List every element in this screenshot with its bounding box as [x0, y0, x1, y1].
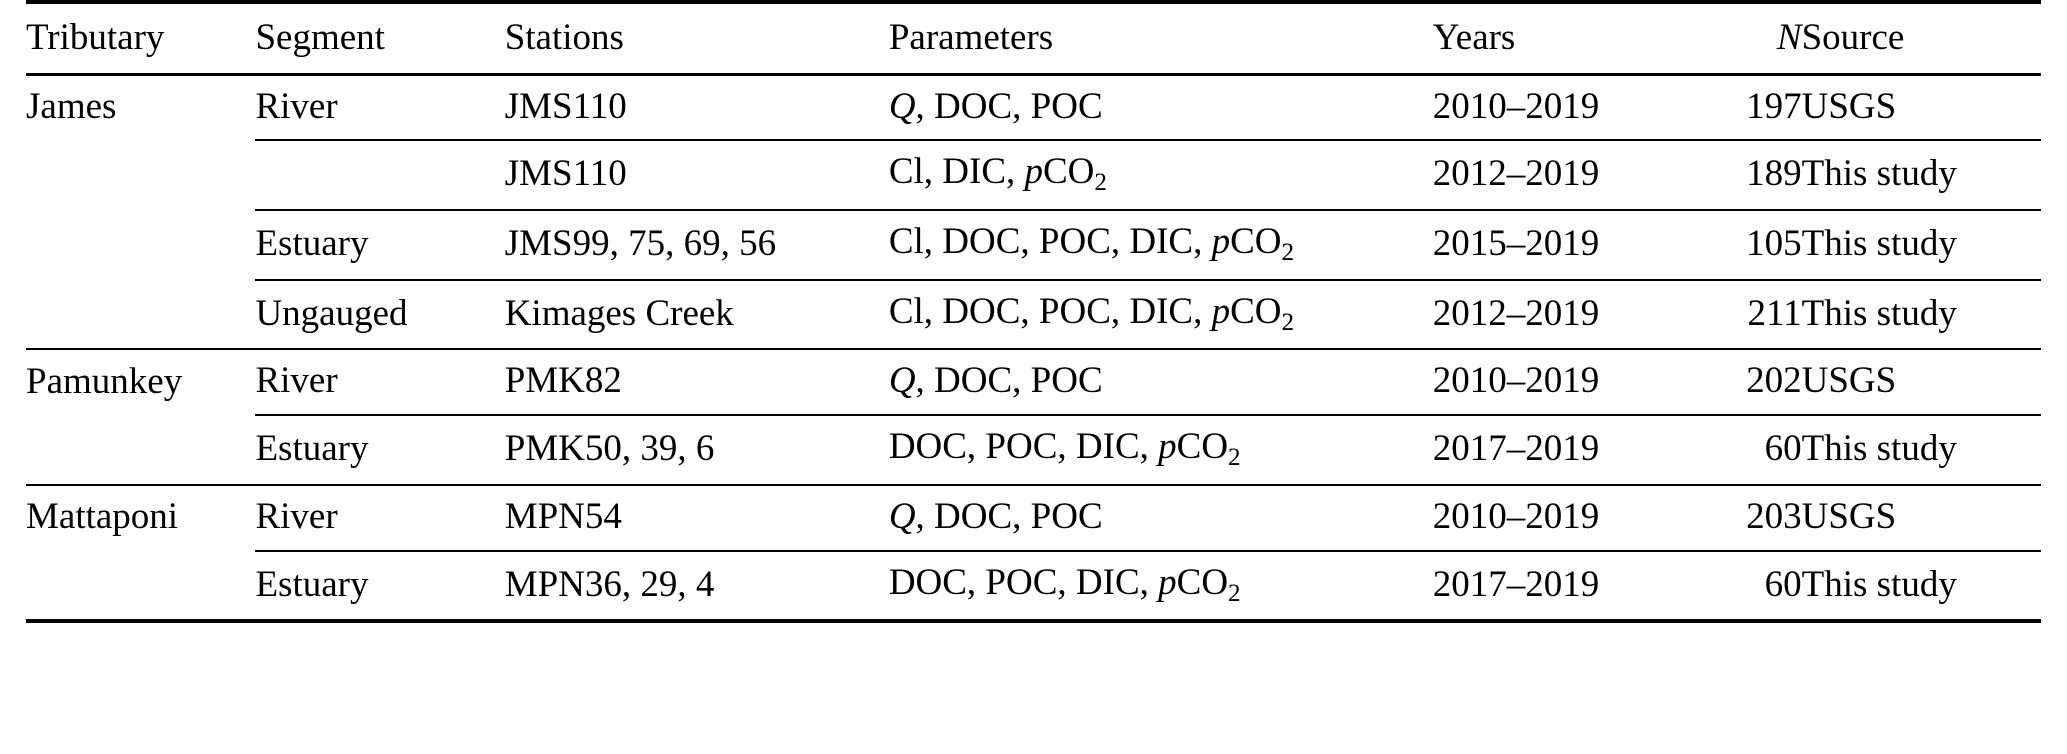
parameter-p-symbol: p	[1158, 426, 1177, 468]
column-header-tributary: Tributary	[26, 2, 255, 74]
cell-n: 60	[1682, 551, 1802, 622]
cell-parameters: DOC, POC, DIC, pCO$_2$	[889, 551, 1433, 622]
cell-years: 2012–2019	[1433, 140, 1682, 210]
cell-n: 60	[1682, 415, 1802, 485]
cell-years: 2010–2019	[1433, 349, 1682, 415]
cell-source: USGS	[1801, 85, 1897, 127]
cell-source: This study	[1802, 280, 2041, 350]
parameter-p-symbol: p	[1211, 221, 1231, 263]
cell-segment: Ungauged	[255, 280, 504, 350]
table-row	[26, 415, 2041, 485]
cell-tributary: Pamunkey	[26, 349, 255, 415]
cell-n: 105	[1682, 210, 1802, 280]
column-header-n: N	[1682, 2, 1802, 74]
cell-stations: JMS110	[504, 85, 627, 127]
cell-n: 202	[1682, 349, 1802, 415]
cell-source: This study	[1802, 140, 2041, 210]
cell-parameters	[889, 74, 1433, 140]
cell-parameters: DOC, POC, DIC, pCO$_2$	[889, 415, 1433, 485]
cell-parameters: Cl, DIC, pCO$_2$	[889, 140, 1433, 210]
column-header-parameters: Parameters	[889, 2, 1433, 74]
parameter-p-symbol: p	[1211, 290, 1231, 332]
cell-n: 189	[1682, 140, 1802, 210]
cell-stations: MPN54	[505, 485, 889, 551]
cell-segment: Estuary	[255, 551, 504, 622]
cell-segment: River	[255, 85, 338, 127]
cell-parameters	[889, 485, 1433, 551]
cell-tributary	[26, 551, 255, 622]
cell-source: This study	[1802, 210, 2041, 280]
cell-tributary	[26, 140, 255, 210]
cell-segment: Estuary	[255, 415, 504, 485]
cell-tributary	[26, 415, 255, 485]
cell-parameters	[889, 349, 1433, 415]
cell-years: 2010–2019	[1432, 85, 1600, 127]
cell-segment: River	[255, 349, 504, 415]
cell-tributary	[26, 210, 255, 280]
cell-years: 2017–2019	[1433, 551, 1682, 622]
cell-years: 2010–2019	[1433, 485, 1682, 551]
cell-stations: Kimages Creek	[505, 280, 889, 350]
parameter-p-symbol: p	[1158, 561, 1177, 603]
cell-stations: MPN36, 29, 4	[505, 551, 889, 622]
table-body	[26, 74, 2041, 621]
cell-source: This study	[1802, 551, 2041, 622]
column-header-source: Source	[1802, 2, 2041, 74]
table-row	[26, 280, 2041, 350]
table-header-row	[26, 2, 2041, 74]
cell-years: 2017–2019	[1433, 415, 1682, 485]
parameter-rest: , DOC, POC	[915, 85, 1103, 127]
cell-tributary	[26, 280, 255, 350]
parameter-rest: , DOC, POC	[915, 495, 1103, 537]
cell-n: 211	[1682, 280, 1802, 350]
cell-stations: PMK82	[505, 349, 889, 415]
cell-parameters: Cl, DOC, POC, DIC, pCO$_2$	[889, 210, 1433, 280]
table-row	[26, 210, 2041, 280]
table-row	[26, 140, 2041, 210]
table-row	[26, 551, 2041, 622]
cell-tributary: Mattaponi	[26, 485, 255, 551]
parameter-rest: , DOC, POC	[915, 360, 1103, 402]
cell-n: 197	[1746, 85, 1802, 127]
cell-years: 2012–2019	[1433, 280, 1682, 350]
table-row	[26, 349, 2041, 415]
cell-stations: JMS99, 75, 69, 56	[505, 210, 889, 280]
parameter-q-symbol: Q	[888, 495, 916, 537]
column-header-years: Years	[1433, 2, 1682, 74]
cell-source: USGS	[1802, 349, 2041, 415]
parameter-q-symbol: Q	[888, 85, 916, 127]
cell-segment	[255, 140, 504, 210]
cell-stations: JMS110	[505, 140, 889, 210]
cell-segment: River	[255, 485, 504, 551]
table-row	[26, 485, 2041, 551]
cell-stations: PMK50, 39, 6	[505, 415, 889, 485]
cell-years: 2015–2019	[1433, 210, 1682, 280]
cell-source: This study	[1802, 415, 2041, 485]
cell-segment: Estuary	[255, 210, 504, 280]
parameter-p-symbol: p	[1024, 151, 1043, 193]
parameter-q-symbol: Q	[888, 360, 916, 402]
cell-source: USGS	[1802, 485, 2041, 551]
table-row	[26, 74, 2041, 140]
column-header-segment: Segment	[255, 2, 504, 74]
cell-parameters: Cl, DOC, POC, DIC, pCO$_2$	[889, 280, 1433, 350]
column-header-stations: Stations	[505, 2, 889, 74]
study-sites-table	[26, 0, 2041, 623]
cell-n: 203	[1682, 485, 1802, 551]
cell-tributary: James	[26, 86, 117, 128]
